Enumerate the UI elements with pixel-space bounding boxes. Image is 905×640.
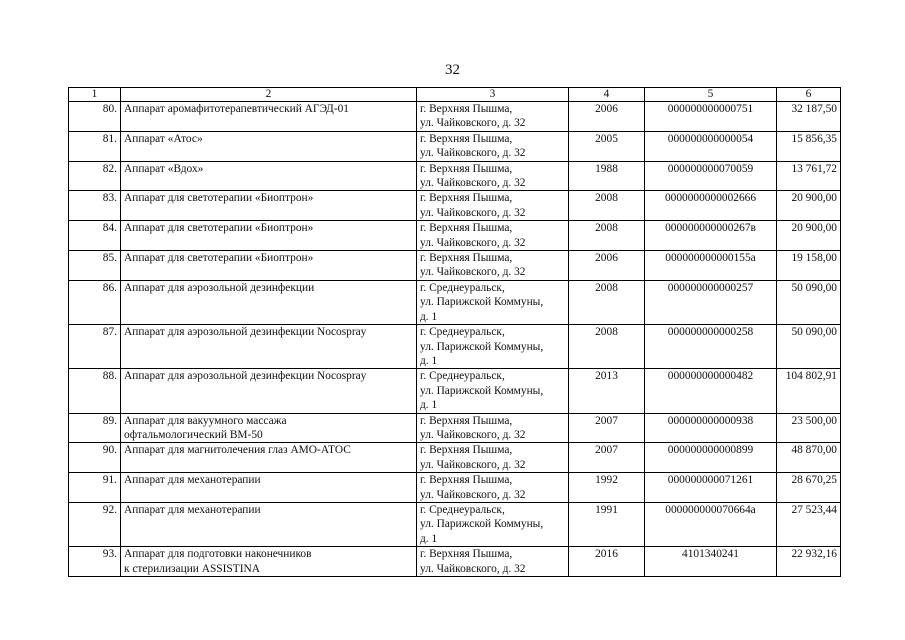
inventory-number: 000000000000257 [645, 280, 777, 324]
table-row [69, 443, 841, 473]
year: 1992 [569, 473, 645, 503]
table-row [69, 251, 841, 281]
location-address-line: ул. Парижской Коммуны, [420, 340, 544, 353]
location-address-line: д. 1 [420, 532, 438, 545]
equipment-name-line: Аппарат для аэрозольной дезинфекции [124, 281, 315, 294]
equipment-name-line: офтальмологический ВМ-50 [124, 428, 263, 441]
year: 1991 [569, 502, 645, 546]
location-address-line: ул. Чайковского, д. 32 [420, 177, 526, 190]
equipment-name-line: к стерилизации ASSISTINA [124, 562, 260, 575]
location-address-line: ул. Чайковского, д. 32 [420, 117, 526, 130]
inventory-number: 000000000000899 [645, 443, 777, 473]
cost-value: 50 090,00 [777, 325, 841, 369]
cost-value: 104 802,91 [777, 369, 841, 413]
equipment-name [121, 443, 417, 473]
column-header: 3 [417, 88, 569, 102]
location-address-line: д. 1 [420, 310, 438, 323]
cost-value: 15 856,35 [777, 131, 841, 161]
location-address [417, 161, 569, 191]
asset-registry-table [68, 87, 841, 577]
row-number: 88. [69, 369, 121, 413]
location-address-line: г. Верхняя Пышма, [420, 103, 513, 115]
location-address-line: д. 1 [420, 354, 438, 367]
row-number: 90. [69, 443, 121, 473]
year: 2008 [569, 221, 645, 251]
equipment-name-line: Аппарат для вакуумного массажа [124, 414, 287, 427]
year: 1988 [569, 161, 645, 191]
equipment-name [121, 369, 417, 413]
location-address [417, 131, 569, 161]
row-number: 82. [69, 161, 121, 191]
cost-value: 20 900,00 [777, 191, 841, 221]
table-row [69, 221, 841, 251]
location-address-line: ул. Чайковского, д. 32 [420, 428, 526, 441]
table-row [69, 191, 841, 221]
location-address-line: г. Верхняя Пышма, [420, 132, 513, 145]
year: 2006 [569, 102, 645, 132]
table-body [69, 102, 841, 577]
row-number: 83. [69, 191, 121, 221]
column-header: 5 [645, 88, 777, 102]
row-number: 91. [69, 473, 121, 503]
year: 2008 [569, 280, 645, 324]
location-address-line: г. Верхняя Пышма, [420, 162, 513, 175]
inventory-number: 000000000070059 [645, 161, 777, 191]
equipment-name [121, 191, 417, 221]
location-address-line: г. Верхняя Пышма, [420, 222, 513, 235]
year: 2013 [569, 369, 645, 413]
location-address [417, 191, 569, 221]
equipment-name-line: Аппарат «Атос» [124, 132, 203, 145]
row-number: 87. [69, 325, 121, 369]
cost-value: 13 761,72 [777, 161, 841, 191]
equipment-name [121, 547, 417, 577]
cost-value: 27 523,44 [777, 502, 841, 546]
page-number: 32 [445, 62, 460, 78]
equipment-name-line: Аппарат для светотерапии «Биоптрон» [124, 222, 314, 235]
cost-value: 28 670,25 [777, 473, 841, 503]
equipment-name [121, 131, 417, 161]
equipment-name-line: Аппарат для аэрозольной дезинфекции Nocospray [124, 326, 367, 339]
table-row [69, 502, 841, 546]
equipment-name [121, 251, 417, 281]
equipment-name-line: Аппарат для механотерапии [124, 474, 261, 487]
table-row [69, 547, 841, 577]
location-address-line: ул. Чайковского, д. 32 [420, 458, 526, 471]
cost-value: 32 187,50 [777, 102, 841, 132]
location-address [417, 413, 569, 443]
table-row [69, 131, 841, 161]
equipment-name-line: Аппарат для аэрозольной дезинфекции Nocospray [124, 370, 367, 383]
row-number: 92. [69, 502, 121, 546]
year: 2007 [569, 443, 645, 473]
location-address-line: г. Верхняя Пышма, [420, 252, 513, 265]
year: 2008 [569, 191, 645, 221]
location-address [417, 221, 569, 251]
table-row [69, 280, 841, 324]
location-address-line: г. Среднеуральск, [420, 281, 505, 294]
inventory-number: 0000000000002666 [645, 191, 777, 221]
inventory-number: 000000000070664а [645, 502, 777, 546]
row-number: 80. [69, 102, 121, 132]
cost-value: 20 900,00 [777, 221, 841, 251]
equipment-name-line: Аппарат для светотерапии «Биоптрон» [124, 252, 314, 265]
location-address [417, 369, 569, 413]
inventory-number: 000000000000267в [645, 221, 777, 251]
table-row [69, 102, 841, 132]
cost-value: 22 932,16 [777, 547, 841, 577]
location-address-line: ул. Чайковского, д. 32 [420, 488, 526, 501]
location-address [417, 325, 569, 369]
equipment-name-line: Аппарат для магнитолечения глаз АМО-АТОС [124, 444, 351, 457]
location-address [417, 251, 569, 281]
inventory-number: 000000000000751 [645, 102, 777, 132]
location-address-line: г. Среднеуральск, [420, 503, 505, 516]
location-address-line: ул. Парижской Коммуны, [420, 518, 544, 531]
inventory-number: 000000000000258 [645, 325, 777, 369]
row-number: 85. [69, 251, 121, 281]
inventory-number: 000000000000054 [645, 131, 777, 161]
location-address [417, 280, 569, 324]
equipment-name [121, 325, 417, 369]
equipment-name [121, 102, 417, 132]
inventory-number: 000000000000482 [645, 369, 777, 413]
year: 2008 [569, 325, 645, 369]
row-number: 81. [69, 131, 121, 161]
location-address-line: г. Верхняя Пышма, [420, 474, 513, 487]
equipment-name [121, 413, 417, 443]
location-address-line: г. Верхняя Пышма, [420, 414, 513, 427]
row-number: 89. [69, 413, 121, 443]
table-row [69, 413, 841, 443]
table-row [69, 325, 841, 369]
cost-value: 23 500,00 [777, 413, 841, 443]
table-row [69, 473, 841, 503]
inventory-number: 000000000071261 [645, 473, 777, 503]
location-address-line: ул. Парижской Коммуны, [420, 296, 544, 309]
location-address-line: ул. Чайковского, д. 32 [420, 206, 526, 219]
equipment-name-line: Аппарат для механотерапии [124, 503, 261, 516]
column-header: 1 [69, 88, 121, 102]
location-address-line: ул. Парижской Коммуны, [420, 384, 544, 397]
row-number: 86. [69, 280, 121, 324]
equipment-name [121, 502, 417, 546]
row-number: 93. [69, 547, 121, 577]
location-address-line: ул. Чайковского, д. 32 [420, 562, 526, 575]
location-address-line: ул. Чайковского, д. 32 [420, 147, 526, 160]
column-number-row [69, 88, 841, 102]
location-address [417, 502, 569, 546]
location-address-line: ул. Чайковского, д. 32 [420, 266, 526, 279]
equipment-name [121, 161, 417, 191]
location-address-line: г. Среднеуральск, [420, 326, 505, 339]
year: 2007 [569, 413, 645, 443]
column-header: 6 [777, 88, 841, 102]
location-address-line: г. Среднеуральск, [420, 370, 505, 383]
equipment-name-line: Аппарат для подготовки наконечников [124, 548, 312, 561]
year: 2006 [569, 251, 645, 281]
location-address [417, 547, 569, 577]
equipment-name [121, 221, 417, 251]
column-header: 4 [569, 88, 645, 102]
location-address-line: г. Верхняя Пышма, [420, 444, 513, 457]
equipment-name-line: Аппарат аромафитотерапевтический АГЭД-01 [124, 103, 349, 115]
column-header: 2 [121, 88, 417, 102]
location-address-line: ул. Чайковского, д. 32 [420, 236, 526, 249]
location-address [417, 473, 569, 503]
row-number: 84. [69, 221, 121, 251]
cost-value: 19 158,00 [777, 251, 841, 281]
location-address-line: г. Верхняя Пышма, [420, 548, 513, 561]
inventory-number: 000000000000155а [645, 251, 777, 281]
inventory-number: 4101340241 [645, 547, 777, 577]
equipment-name-line: Аппарат для светотерапии «Биоптрон» [124, 192, 314, 205]
year: 2016 [569, 547, 645, 577]
location-address [417, 102, 569, 132]
equipment-name [121, 473, 417, 503]
year: 2005 [569, 131, 645, 161]
table-row [69, 369, 841, 413]
location-address [417, 443, 569, 473]
table-row [69, 161, 841, 191]
location-address-line: д. 1 [420, 399, 438, 412]
equipment-name-line: Аппарат «Вдох» [124, 162, 204, 175]
cost-value: 50 090,00 [777, 280, 841, 324]
equipment-name [121, 280, 417, 324]
location-address-line: г. Верхняя Пышма, [420, 192, 513, 205]
inventory-number: 000000000000938 [645, 413, 777, 443]
cost-value: 48 870,00 [777, 443, 841, 473]
